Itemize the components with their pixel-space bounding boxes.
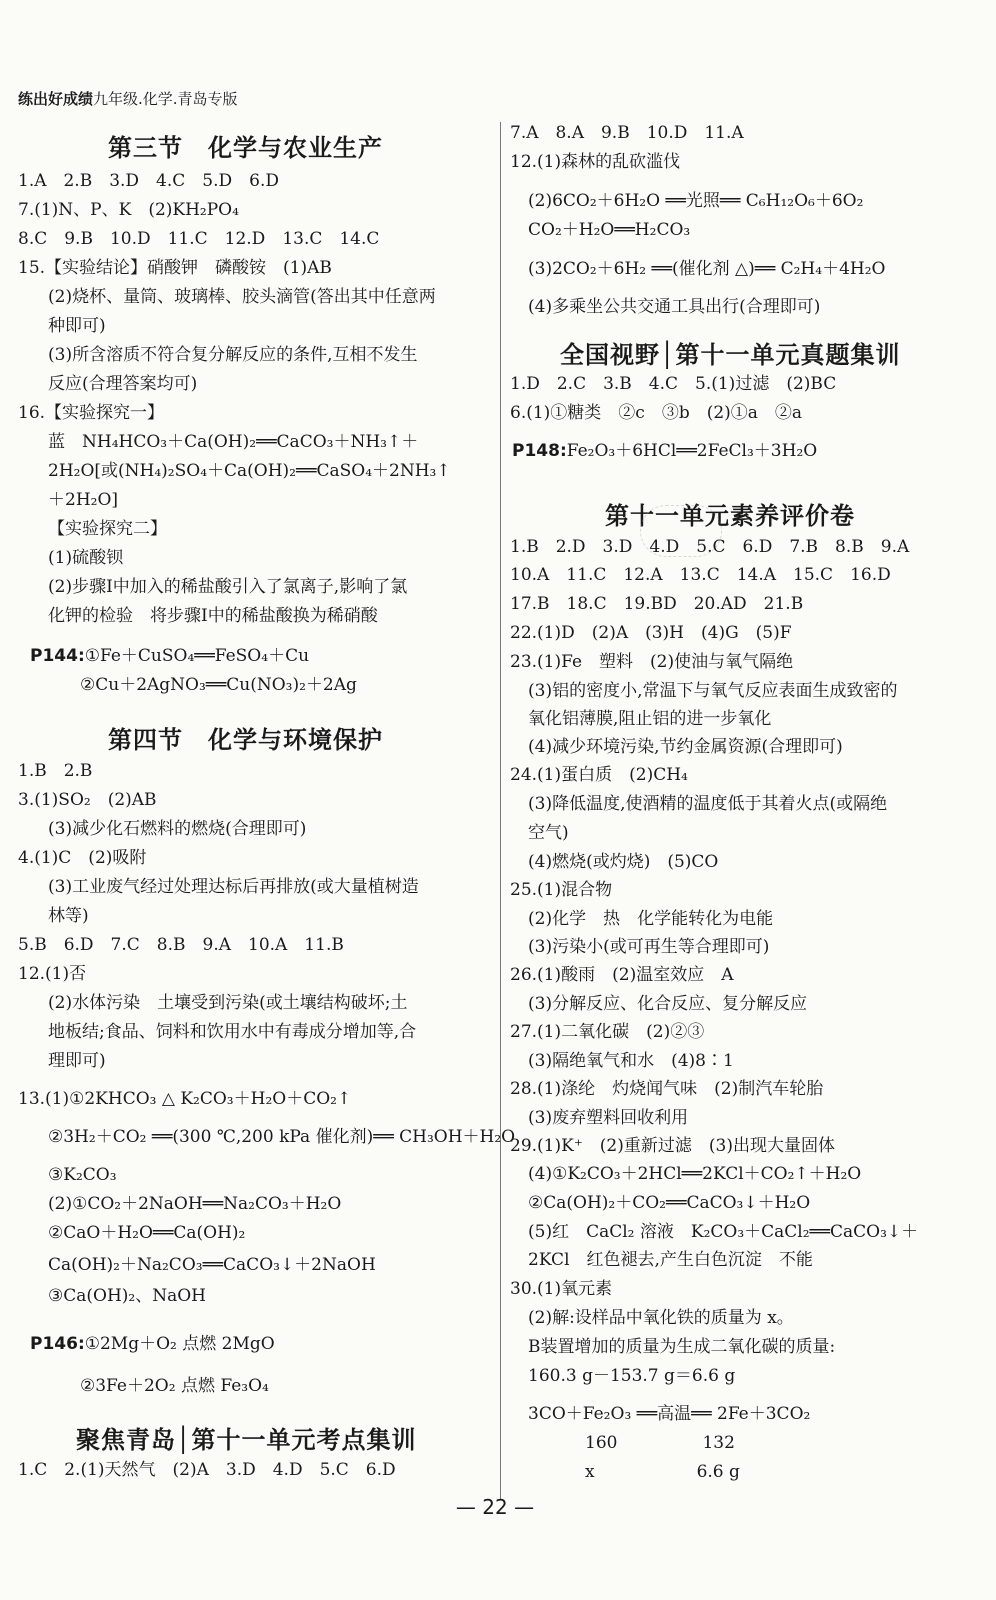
section-title: 第四节 化学与环境保护 (108, 726, 383, 754)
answer-line: 4.(1)C (2)吸附 (18, 848, 147, 868)
answer-line: 5.B 6.D 7.C 8.B 9.A 10.A 11.B (18, 935, 344, 955)
stamp-mark (640, 505, 722, 557)
answer-line: ②Cu＋2AgNO₃══Cu(NO₃)₂＋2Ag (80, 675, 357, 695)
answer-line: Ca(OH)₂＋Na₂CO₃══CaCO₃↓＋2NaOH (48, 1255, 376, 1275)
answer-line: 氧化铝薄膜,阻止铝的进一步氧化 (528, 709, 772, 729)
answer-line: (2)化学 热 化学能转化为电能 (528, 909, 774, 929)
answer-line: (4)多乘坐公共交通工具出行(合理即可) (528, 297, 821, 317)
answer-line: 27.(1)二氧化碳 (2)②③ (510, 1022, 705, 1042)
answer-line: 30.(1)氧元素 (510, 1279, 613, 1299)
answer-line: (3)隔绝氧气和水 (4)8∶1 (528, 1051, 734, 1071)
answer-text: ①Fe＋CuSO₄══FeSO₄＋Cu (84, 646, 310, 666)
answer-line: (5)红 CaCl₂ 溶液 K₂CO₃＋CaCl₂══CaCO₃↓＋ (528, 1222, 919, 1242)
answer-line: 12.(1)森林的乱砍滥伐 (510, 152, 681, 172)
answer-line: ＋2H₂O] (48, 490, 119, 510)
answer-line: 160 132 (585, 1433, 735, 1453)
answer-line: B装置增加的质量为生成二氧化碳的质量: (528, 1337, 836, 1357)
answer-line: (3)2CO₂＋6H₂ ══(催化剂 △)══ C₂H₄＋4H₂O (528, 259, 886, 279)
answer-line: 23.(1)Fe 塑料 (2)使油与氧气隔绝 (510, 652, 794, 672)
answer-line: 空气) (528, 823, 569, 843)
answer-line: 2KCl 红色褪去,产生白色沉淀 不能 (528, 1250, 813, 1270)
answer-line: (2)烧杯、量筒、玻璃棒、胶头滴管(答出其中任意两 (48, 287, 436, 307)
answer-line: (3)降低温度,使酒精的温度低于其着火点(或隔绝 (528, 794, 888, 814)
answer-line: (4)燃烧(或灼烧) (5)CO (528, 852, 719, 872)
answer-line: (3)铝的密度小,常温下与氧气反应表面生成致密的 (528, 681, 898, 701)
answer-line: (2)步骤Ⅰ中加入的稀盐酸引入了氯离子,影响了氯 (48, 577, 408, 597)
answer-line: x 6.6 g (585, 1462, 740, 1482)
section-title: 第三节 化学与农业生产 (108, 134, 383, 162)
answer-line: 2H₂O[或(NH₄)₂SO₄＋Ca(OH)₂══CaSO₄＋2NH₃↑ (48, 461, 451, 481)
answer-line: (3)废弃塑料回收利用 (528, 1108, 689, 1128)
page-ref-line (512, 440, 817, 462)
answer-line: 25.(1)混合物 (510, 880, 613, 900)
answer-line: (3)所含溶质不符合复分解反应的条件,互相不发生 (48, 345, 418, 365)
page-ref-line (30, 645, 309, 667)
answer-line: (1)硫酸钡 (48, 548, 124, 568)
answer-line: (2)①CO₂＋2NaOH══Na₂CO₃＋H₂O (48, 1194, 342, 1214)
page-ref-tag: P144: (30, 646, 85, 666)
section-title: 聚焦青岛│第十一单元考点集训 (76, 1426, 417, 1454)
answer-line: (2)6CO₂＋6H₂O ══光照══ C₆H₁₂O₆＋6O₂ (528, 191, 864, 211)
answer-line: 6.(1)①糖类 ②c ③b (2)①a ②a (510, 403, 803, 423)
answer-line: CO₂＋H₂O══H₂CO₃ (528, 220, 691, 240)
page-ref-tag: P146: (30, 1334, 85, 1354)
answer-line: 29.(1)K⁺ (2)重新过滤 (3)出现大量固体 (510, 1136, 835, 1156)
answer-line: ③K₂CO₃ (48, 1165, 117, 1185)
section-title: 第十一单元素养评价卷 (605, 502, 855, 530)
answer-line: 8.C 9.B 10.D 11.C 12.D 13.C 14.C (18, 229, 380, 249)
answer-line: 3CO＋Fe₂O₃ ══高温══ 2Fe＋3CO₂ (528, 1404, 811, 1424)
answer-line: (2)解:设样品中氧化铁的质量为 x。 (528, 1308, 794, 1328)
answer-line: 化钾的检验 将步骤Ⅰ中的稀盐酸换为稀硝酸 (48, 606, 378, 626)
answer-line: 12.(1)否 (18, 964, 87, 984)
page-ref-line (30, 1333, 275, 1355)
answer-line: ②3H₂＋CO₂ ══(300 ℃,200 kPa 催化剂)══ CH₃OH＋H₂O (48, 1127, 516, 1147)
answer-line: 林等) (48, 906, 89, 926)
answer-line: 7.(1)N、P、K (2)KH₂PO₄ (18, 200, 239, 220)
answer-line: 17.B 18.C 19.BD 20.AD 21.B (510, 594, 804, 614)
answer-line: 1.C 2.(1)天然气 (2)A 3.D 4.D 5.C 6.D (18, 1460, 396, 1480)
answer-line: ②3Fe＋2O₂ 点燃 Fe₃O₄ (80, 1376, 269, 1396)
answer-line: (4)①K₂CO₃＋2HCl══2KCl＋CO₂↑＋H₂O (528, 1164, 862, 1184)
answer-line: 3.(1)SO₂ (2)AB (18, 790, 157, 810)
answer-line: ③Ca(OH)₂、NaOH (48, 1286, 206, 1306)
answer-line: (4)减少环境污染,节约金属资源(合理即可) (528, 737, 843, 757)
answer-line: 10.A 11.C 12.A 13.C 14.A 15.C 16.D (510, 565, 891, 585)
page-ref-tag: P148: (512, 441, 567, 461)
answer-line: 24.(1)蛋白质 (2)CH₄ (510, 765, 688, 785)
answer-line: 160.3 g－153.7 g＝6.6 g (528, 1366, 736, 1386)
watermark-logo (836, 1516, 986, 1596)
answer-line: 13.(1)①2KHCO₃ △ K₂CO₃＋H₂O＋CO₂↑ (18, 1089, 352, 1109)
column-divider (500, 122, 501, 1500)
page-header (18, 88, 238, 109)
answer-line: 28.(1)涤纶 灼烧闻气味 (2)制汽车轮胎 (510, 1079, 824, 1099)
answer-line: ②CaO＋H₂O══Ca(OH)₂ (48, 1223, 246, 1243)
answer-line: (3)工业废气经过处理达标后再排放(或大量植树造 (48, 877, 419, 897)
answer-line: 1.A 2.B 3.D 4.C 5.D 6.D (18, 171, 279, 191)
answer-line: 反应(合理答案均可) (48, 374, 198, 394)
answer-text: ①2Mg＋O₂ 点燃 2MgO (84, 1334, 275, 1354)
answer-line: 15.【实验结论】硝酸钾 磷酸铵 (1)AB (18, 258, 332, 278)
answer-line: 7.A 8.A 9.B 10.D 11.A (510, 123, 744, 143)
section-title: 全国视野│第十一单元真题集训 (560, 341, 901, 369)
answer-line: (3)分解反应、化合反应、复分解反应 (528, 994, 808, 1014)
answer-line: 1.B 2.B (18, 761, 93, 781)
answer-line: (2)水体污染 土壤受到污染(或土壤结构破坏;土 (48, 993, 408, 1013)
answer-text: Fe₂O₃＋6HCl══2FeCl₃＋3H₂O (566, 441, 818, 461)
answer-line: ②Ca(OH)₂＋CO₂══CaCO₃↓＋H₂O (528, 1193, 811, 1213)
answer-line: 理即可) (48, 1051, 106, 1071)
answer-line: 1.D 2.C 3.B 4.C 5.(1)过滤 (2)BC (510, 374, 837, 394)
answer-line: 蓝 NH₄HCO₃＋Ca(OH)₂══CaCO₃＋NH₃↑＋ (48, 432, 419, 452)
answer-line: 种即可) (48, 316, 106, 336)
answer-line: 22.(1)D (2)A (3)H (4)G (5)F (510, 623, 792, 643)
answer-line: 1.B 2.D 3.D 4.D 5.C 6.D 7.B 8.B 9.A (510, 537, 910, 557)
answer-line: (3)减少化石燃料的燃烧(合理即可) (48, 819, 307, 839)
page-number: — 22 — (455, 1495, 535, 1519)
answer-line: 【实验探究二】 (48, 519, 167, 539)
answer-line: (3)污染小(或可再生等合理即可) (528, 937, 770, 957)
book-subtitle: 九年级.化学.青岛专版 (93, 90, 238, 108)
answer-line: 16.【实验探究一】 (18, 403, 165, 423)
answer-line: 地板结;食品、饲料和饮用水中有毒成分增加等,合 (48, 1022, 417, 1042)
book-name: 练出好成绩 (18, 90, 94, 108)
answer-line: 26.(1)酸雨 (2)温室效应 A (510, 965, 734, 985)
